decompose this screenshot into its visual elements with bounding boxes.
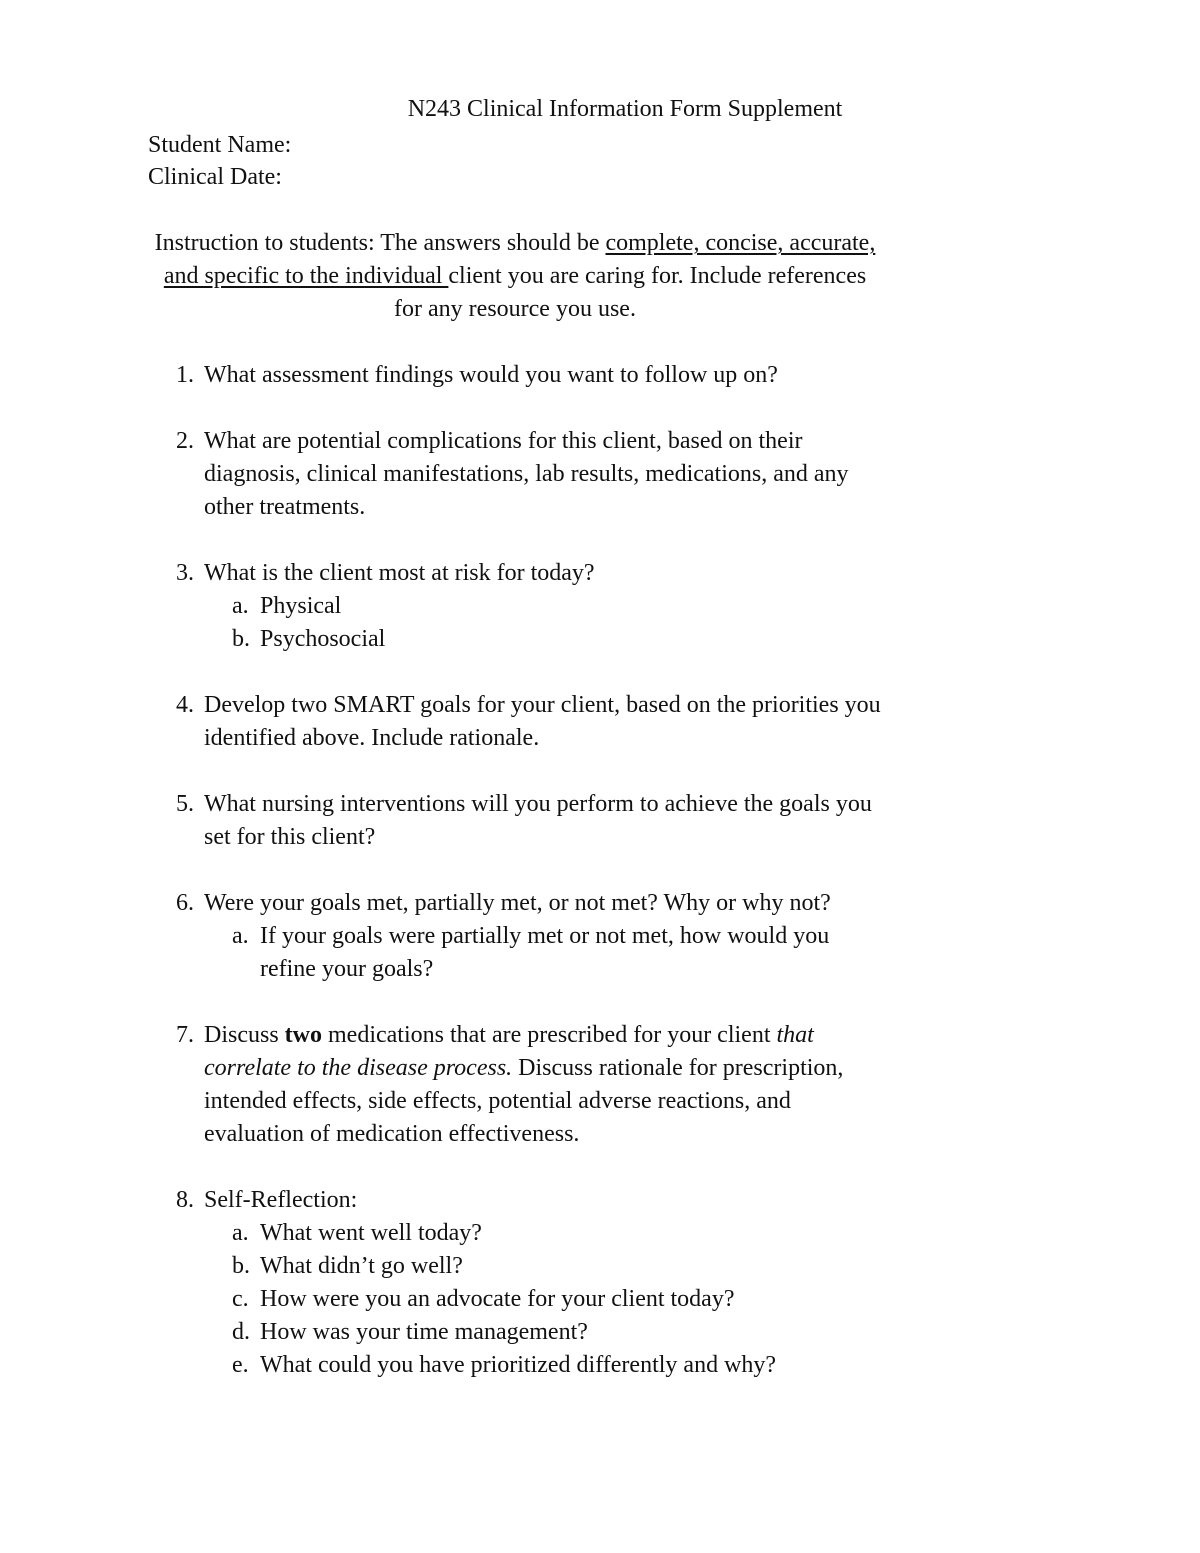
question-number: 1. (176, 362, 194, 388)
sub-question-text: If your goals were partially met or not met, how would you refine your goals? (260, 923, 830, 982)
page-title: N243 Clinical Information Form Supplement (407, 96, 843, 122)
question-text-part-b: medications that are prescribed for your client (322, 1022, 777, 1048)
sub-question-letter: b. (232, 626, 250, 652)
sub-question-list (204, 1217, 894, 1382)
sub-question (204, 1349, 890, 1382)
question-2 (0, 425, 894, 524)
sub-question-letter: a. (232, 923, 249, 949)
question-number: 4. (176, 692, 194, 718)
sub-question-letter: d. (232, 1319, 250, 1345)
question-3 (0, 557, 894, 656)
question-5 (0, 788, 894, 854)
sub-question-letter: e. (232, 1352, 249, 1378)
question-number: 6. (176, 890, 194, 916)
student-name-label: Student Name: (148, 132, 292, 158)
sub-question (204, 1316, 890, 1349)
question-text: What nursing interventions will you perform to achieve the goals you set for this client? (204, 791, 872, 850)
question-text: What is the client most at risk for today? (204, 560, 595, 586)
question-text: Develop two SMART goals for your client, based on the priorities you identified above. Include rationale. (204, 692, 881, 751)
question-text-bold: two (284, 1022, 322, 1048)
instruction-underlined: complete, concise, accurate, and specific to the individual (163, 230, 876, 289)
question-6 (0, 887, 894, 986)
sub-question (204, 623, 890, 656)
sub-question-letter: a. (232, 593, 249, 619)
question-4 (0, 689, 894, 755)
sub-question (204, 1217, 890, 1250)
sub-question (204, 1250, 890, 1283)
sub-question-text: How was your time management? (260, 1319, 588, 1345)
question-text-part-c: Discuss rationale for prescription, intended effects, side effects, potential adverse reactions, and evaluation of medication effectiveness. (204, 1055, 844, 1147)
question-number: 7. (176, 1022, 194, 1048)
question-number: 5. (176, 791, 194, 817)
sub-question (204, 920, 890, 986)
instruction-paragraph (150, 227, 880, 326)
sub-question-list (204, 590, 894, 656)
sub-question (204, 590, 890, 623)
question-text: What are potential complications for this client, based on their diagnosis, clinical manifestations, lab results, medications, and any other treatments. (204, 428, 849, 520)
sub-question-letter: a. (232, 1220, 249, 1246)
question-number: 3. (176, 560, 194, 586)
question-text-part-a: Discuss (204, 1022, 285, 1048)
question-1 (0, 359, 894, 392)
question-list (0, 359, 1200, 1415)
question-text: What assessment findings would you want to follow up on? (204, 362, 778, 388)
question-text-italic: that correlate to the disease process. (204, 1022, 814, 1081)
question-text: Were your goals met, partially met, or not met? Why or why not? (204, 890, 831, 916)
question-number: 8. (176, 1187, 194, 1213)
question-7 (0, 1019, 894, 1151)
instruction-lead: Instruction to students: The answers should be (154, 230, 606, 256)
sub-question-text: Physical (260, 593, 342, 619)
clinical-date-label: Clinical Date: (148, 164, 282, 190)
question-text: Self-Reflection: (204, 1187, 358, 1213)
sub-question-text: How were you an advocate for your client today? (260, 1286, 735, 1312)
question-8 (0, 1184, 894, 1382)
sub-question-text: Psychosocial (260, 626, 386, 652)
sub-question-text: What didn’t go well? (260, 1253, 463, 1279)
sub-question-text: What went well today? (260, 1220, 482, 1246)
sub-question-list (204, 920, 894, 986)
sub-question-text: What could you have prioritized differently and why? (260, 1352, 777, 1378)
sub-question-letter: c. (232, 1286, 249, 1312)
instruction-tail: client you are caring for. Include references for any resource you use. (394, 263, 867, 322)
question-number: 2. (176, 428, 194, 454)
sub-question (204, 1283, 890, 1316)
sub-question-letter: b. (232, 1253, 250, 1279)
